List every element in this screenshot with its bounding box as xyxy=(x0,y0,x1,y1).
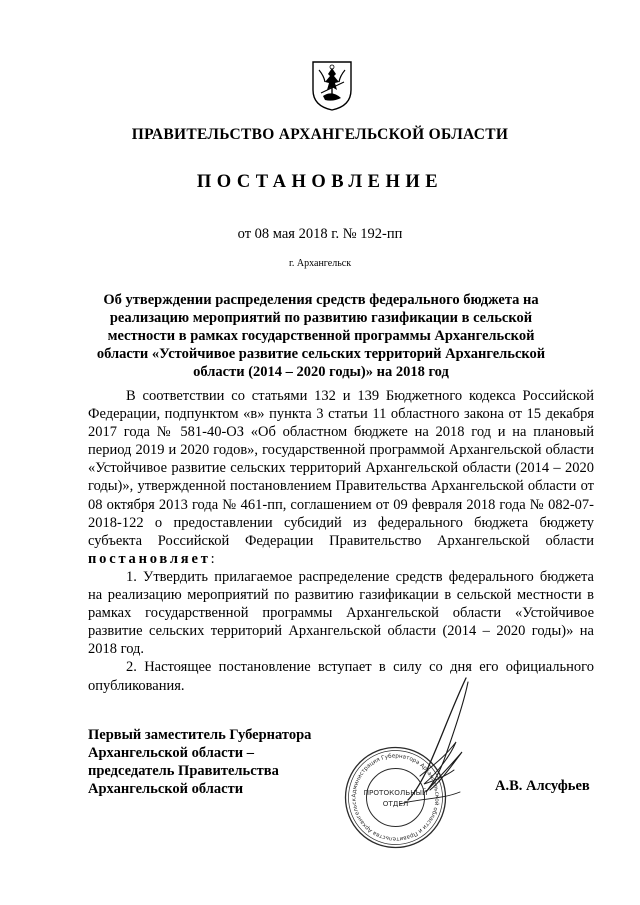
document-city: г. Архангельск xyxy=(288,258,352,269)
stamp-ring-text: Администрация Губернатора Архангельской области и Правительства Архангельск xyxy=(351,753,440,842)
signer-title xyxy=(88,726,311,798)
document-type: ПОСТАНОВЛЕНИЕ xyxy=(196,172,444,192)
stamp-center-line: ОТДЕЛ xyxy=(382,799,409,808)
signer-title-line: Архангельской области – xyxy=(88,745,254,761)
signer-title-line: Архангельской области xyxy=(88,781,244,797)
decree-word: постановляет xyxy=(88,550,211,567)
item-1-paragraph: 1. Утвердить прилагаемое распределение средств федерального бюджета на реализацию мероприятий по развитию газификации в сельской местности в рамках государственной программы Архангельской области «Устойчивое развитие сельских территорий Архангельской области (2014 – 2020 годы)» на 2018 год. xyxy=(88,568,594,658)
coat-of-arms-icon xyxy=(311,60,353,112)
signer-title-line: председатель Правительства xyxy=(88,763,279,779)
document-body xyxy=(88,387,594,695)
handwritten-signature xyxy=(380,672,490,822)
item-2-paragraph: 2. Настоящее постановление вступает в силу со дня его официального опубликования. xyxy=(88,659,594,694)
stamp-center-line: ПРОТОКОЛЬНЫЙ xyxy=(363,788,428,797)
decree-colon: : xyxy=(210,550,215,567)
preamble-paragraph xyxy=(88,387,594,568)
signer-title-line: Первый заместитель Губернатора xyxy=(88,727,312,743)
document-date-number: от 08 мая 2018 г. № 192-пп xyxy=(237,226,403,242)
government-title: ПРАВИТЕЛЬСТВО АРХАНГЕЛЬСКОЙ ОБЛАСТИ xyxy=(131,126,509,143)
preamble-text: В соответствии со статьями 132 и 139 Бюджетного кодекса Российской Федерации, подпунктом «в» пункта 3 статьи 11 областного закона от 15 декабря 2017 года № 581-40-ОЗ «Об областном бюджете на 2018 год и на плановый период 2019 и 2020 годов», государственной программой Архангельской области «Устойчивое развитие сельских территорий Архангельской области (2014 – 2020 годы)», утвержденной постановлением Правительства Архангельской области от 08 октября 2013 года № 461-пп, соглашением от 09 февраля 2018 года № 082-07-2018-122 о предоставлении субсидий из федерального бюджета бюджету субъекта Российской Федерации Правительство Архангельской области xyxy=(88,388,594,549)
document-subject: Об утверждении распределения средств федерального бюджета на реализацию мероприятий по развитию газификации в сельской местности в рамках государственной программы Архангельской области «Устойчивое развитие сельских территорий Архангельской области (2014 – 2020 годы)» на 2018 год xyxy=(96,292,546,380)
signer-name: А.В. Алсуфьев xyxy=(495,778,590,794)
